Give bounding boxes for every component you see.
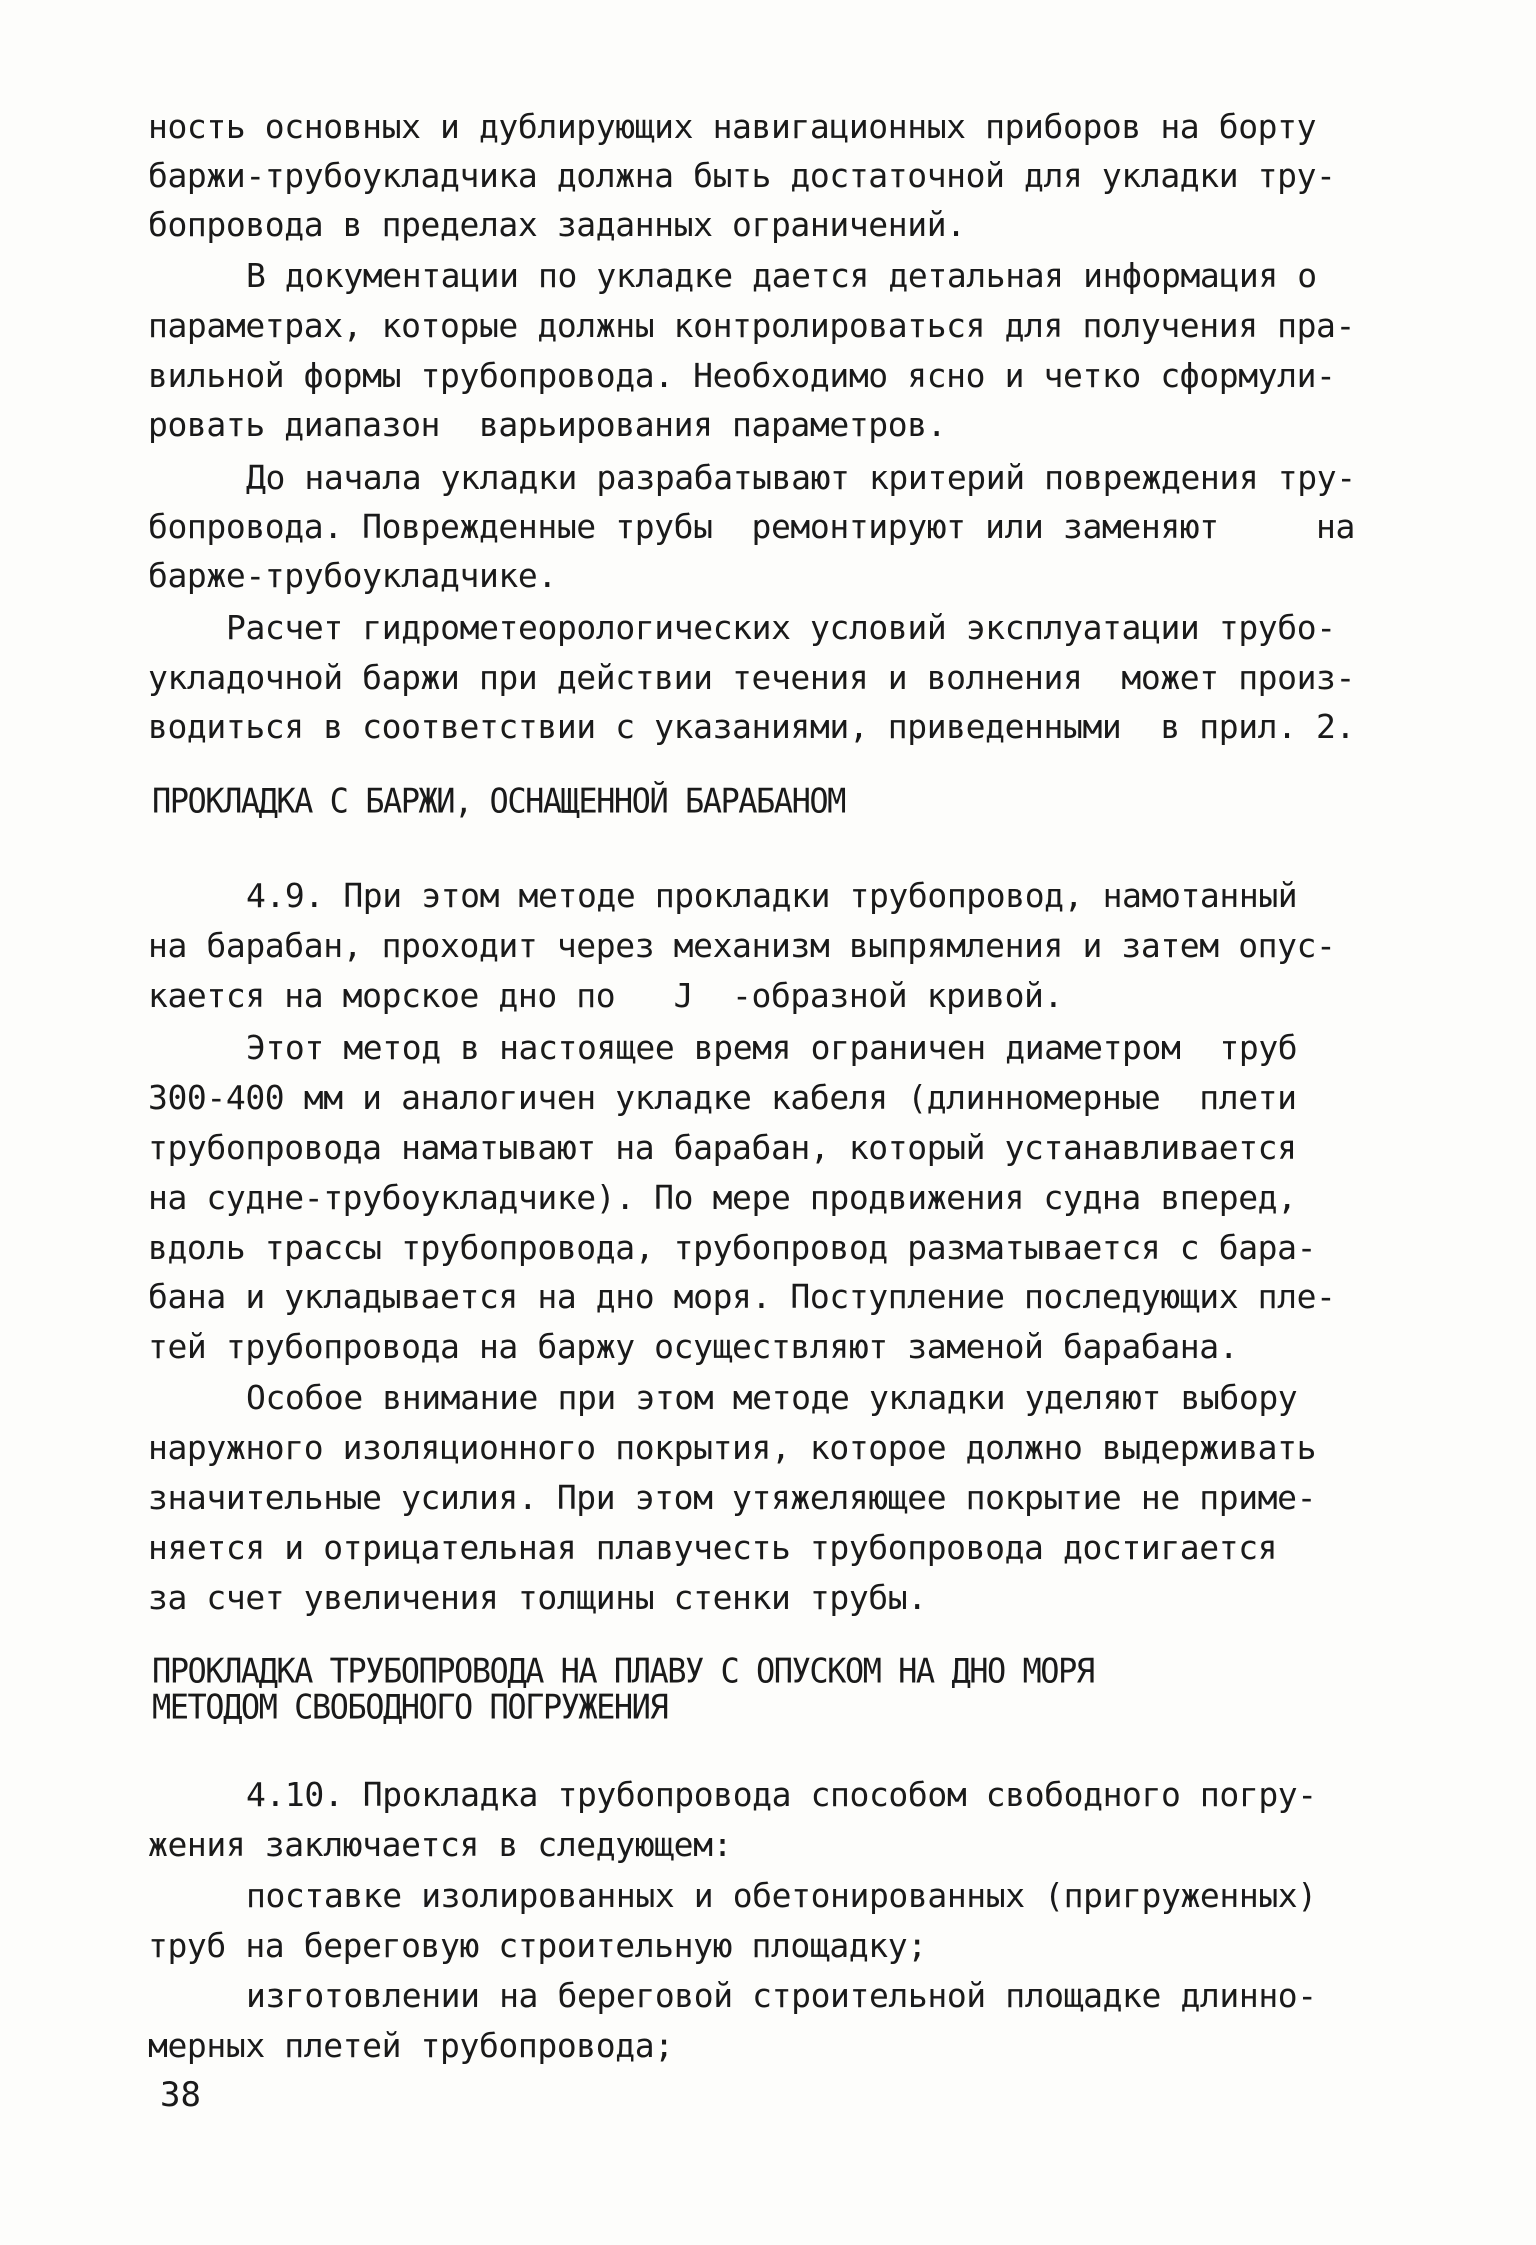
text-line: Этот метод в настоящее время ограничен диаметром труб [246, 1028, 1298, 1067]
text-line: водиться в соответствии с указаниями, приведенными в прил. 2. [148, 707, 1355, 746]
text-line: за счет увеличения толщины стенки трубы. [148, 1578, 927, 1617]
text-line: барже-трубоукладчике. [148, 556, 557, 595]
text-line: вильной формы трубопровода. Необходимо ясно и четко сформули- [148, 356, 1336, 395]
text-line: наружного изоляционного покрытия, которое должно выдерживать [148, 1428, 1317, 1467]
section-heading-drum-barge: ПРОКЛАДКА С БАРЖИ, ОСНАЩЕННОЙ БАРАБАНОМ [152, 780, 845, 821]
text-line: 4.10. Прокладка трубопровода способом свободного погру- [246, 1775, 1317, 1814]
heading-line: ПРОКЛАДКА ТРУБОПРОВОДА НА ПЛАВУ С ОПУСКОМ НА ДНО МОРЯ [152, 1650, 1094, 1691]
text-line: изготовлении на береговой строительной площадке длинно- [246, 1976, 1317, 2015]
text-line: Особое внимание при этом методе укладки уделяют выбору [246, 1378, 1298, 1417]
text-line: 300-400 мм и аналогичен укладке кабеля (длинномерные плети [148, 1078, 1297, 1117]
text-line: жения заключается в следующем: [148, 1825, 733, 1864]
text-line: на судне-трубоукладчике). По мере продвижения судна вперед, [148, 1178, 1297, 1217]
text-line: параметрах, которые должны контролироваться для получения пра- [148, 306, 1355, 345]
text-line: труб на береговую строительную площадку; [148, 1926, 927, 1965]
text-line: значительные усилия. При этом утяжеляющее покрытие не приме- [148, 1478, 1317, 1517]
heading-line: МЕТОДОМ СВОБОДНОГО ПОГРУЖЕНИЯ [152, 1686, 668, 1727]
text-line: поставке изолированных и обетонированных (пригруженных) [246, 1876, 1317, 1915]
text-line: трубопровода наматывают на барабан, который устанавливается [148, 1128, 1297, 1167]
text-line: ровать диапазон варьирования параметров. [148, 405, 947, 444]
text-line: на барабан, проходит через механизм выпрямления и затем опус- [148, 926, 1336, 965]
text-line: До начала укладки разрабатывают критерий повреждения тру- [246, 458, 1356, 497]
text-line: укладочной баржи при действии течения и волнения может произ- [148, 658, 1355, 697]
text-line: баржи-трубоукладчика должна быть достаточной для укладки тру- [148, 156, 1336, 195]
text-line: бопровода в пределах заданных ограничений. [148, 205, 966, 244]
text-line: тей трубопровода на баржу осуществляют заменой барабана. [148, 1327, 1239, 1366]
text-line: мерных плетей трубопровода; [148, 2026, 674, 2065]
text-line: няется и отрицательная плавучесть трубопровода достигается [148, 1528, 1278, 1567]
text-line: бопровода. Поврежденные трубы ремонтируют или заменяют на [148, 507, 1355, 546]
text-line: В документации по укладке дается детальная информация о [246, 256, 1317, 295]
text-line: кается на морское дно по J -образной кривой. [148, 976, 1063, 1015]
text-line: Расчет гидрометеорологических условий эксплуатации трубо- [226, 608, 1336, 647]
text-line: бана и укладывается на дно моря. Поступление последующих пле- [148, 1277, 1336, 1316]
text-line: ность основных и дублирующих навигационных приборов на борту [148, 107, 1317, 146]
text-line: 4.9. При этом методе прокладки трубопровод, намотанный [246, 876, 1298, 915]
text-line: вдоль трассы трубопровода, трубопровод разматывается с бара- [148, 1228, 1317, 1267]
page-number: 38 [160, 2075, 201, 2115]
